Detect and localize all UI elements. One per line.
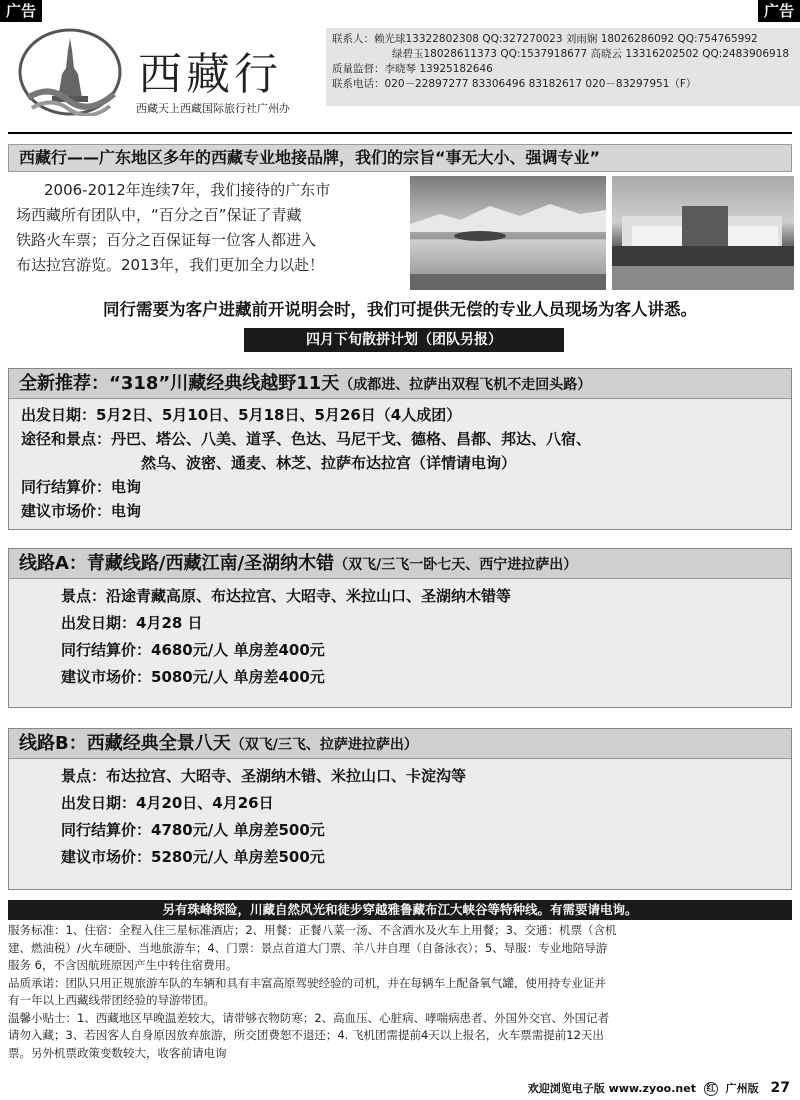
logo-area: [8, 24, 323, 124]
contact-line: 质量监督：李晓琴 13925182646: [332, 63, 493, 75]
route-line: 建议市场价：5080元/人 单房差400元: [61, 668, 325, 686]
brand-subtitle: 西藏天上西藏国际旅行社广州办: [136, 102, 290, 115]
terms-line: 票。另外机票政策变数较大，收客前请电询: [8, 1045, 227, 1060]
terms-text: [8, 922, 792, 1062]
route-details: [9, 399, 791, 527]
header: [8, 24, 792, 124]
terms-line: 建、燃油税）/火车硬卧、当地旅游车；4、门票：景点首道大门票、羊八井自理（自备泳衣）；5、导服：专业地陪导游: [8, 940, 608, 955]
route-title: [9, 369, 791, 399]
route-line: 同行结算价：4780元/人 单房差500元: [61, 821, 325, 839]
lake-mountain-image: [410, 176, 606, 290]
route-line: 同行结算价：电询: [21, 478, 142, 496]
intro-line: 场西藏所有团队中，“百分之百”保证了青藏: [16, 206, 302, 224]
route-card-318: [8, 368, 792, 530]
terms-line: 服务 6，不含因航班原因产生中转住宿费用。: [8, 958, 238, 972]
potala-palace-photo: [612, 176, 794, 290]
terms-line: 有一年以上西藏线带团经验的导游带团。: [8, 993, 215, 1007]
intro-text: [16, 178, 392, 278]
contact-line: 绿碧玉18028611373 QQ:1537918677 高晓云 13316202502 QQ:2483906918: [392, 48, 790, 60]
footer-edition: 广州版: [725, 1082, 759, 1095]
contact-box: [326, 28, 800, 106]
divider: [8, 132, 792, 134]
route-line: 景点：布达拉宫、大昭寺、圣湖纳木错、米拉山口、卡淀沟等: [61, 767, 467, 785]
route-line: 出发日期：5月2日、5月10日、5月18日、5月26日（4人成团）: [21, 406, 462, 424]
page-number: 27: [770, 1080, 790, 1096]
route-line: 出发日期：4月28 日: [61, 614, 203, 632]
terms-line: 品质承诺：团队只用正规旅游车队的车辆和具有丰富高原驾驶经验的司机，并在每辆车上配备氧气罐，使用持专业证并: [8, 975, 606, 990]
route-card-b: [8, 728, 792, 890]
route-title-main: 全新推荐：“318”川藏经典线越野11天: [19, 373, 340, 394]
contact-line: 联系电话：020－22897277 83306496 83182617 020－83297951（F）: [332, 78, 697, 90]
brand-name: 西藏行: [138, 49, 282, 100]
route-line: 出发日期：4月20日、4月26日: [61, 794, 274, 812]
route-card-a: [8, 548, 792, 708]
route-line: 然乌、波密、通麦、林芝、拉萨布达拉宫（详情请电询）: [141, 454, 517, 472]
route-line: 同行结算价：4680元/人 单房差400元: [61, 641, 325, 659]
ad-label-right: 广告: [758, 0, 800, 22]
route-details: [9, 579, 791, 695]
route-title-main: 线路A：青藏线路/西藏江南/圣湖纳木错: [19, 553, 335, 574]
lake-photo: [410, 176, 606, 290]
terms-line: 温馨小贴士：1、西藏地区早晚温差较大，请带够衣物防寒；2、高血压、心脏病、哮喘病患者、外国外交官、外国记者: [8, 1010, 610, 1025]
route-line: 景点：沿途青藏高原、布达拉宫、大昭寺、米拉山口、圣湖纳木错等: [61, 587, 512, 605]
page-footer: [528, 1080, 790, 1096]
intro-line: 布达拉宫游览。2013年，我们更加全力以赴！: [16, 256, 325, 274]
notice-text: 同行需要为客户进藏前开说明会时，我们可提供无偿的专业人员现场为客人讲悉。: [103, 300, 697, 319]
terms-line: 服务标准：1、住宿：全程入住三星标准酒店；2、用餐：正餐八菜一汤、不含酒水及火车上用餐；3、交通：机票（含机: [8, 923, 617, 937]
route-title-note: （双飞/三飞一卧七天、西宁进拉萨出）: [334, 557, 578, 573]
route-line: 建议市场价：电询: [21, 502, 142, 520]
route-line: 建议市场价：5280元/人 单房差500元: [61, 848, 325, 866]
route-details: [9, 759, 791, 875]
intro-line: 2006-2012年连续7年，我们接待的广东市: [44, 181, 331, 199]
temple-emblem-icon: [18, 28, 123, 116]
route-title-note: （成都进、拉萨出双程飞机不走回头路）: [339, 377, 592, 393]
route-title-main: 线路B：西藏经典全景八天: [19, 733, 231, 754]
route-title: [9, 729, 791, 759]
intro-line: 铁路火车票；百分之百保证每一位客人都进入: [16, 231, 317, 249]
route-line: 途径和景点：丹巴、塔公、八美、道孚、色达、马尼干戈、德格、昌都、邦达、八宿、: [21, 430, 592, 448]
ad-label-left: 广告: [0, 0, 42, 22]
circle-logo-icon: 红: [704, 1082, 718, 1096]
footer-welcome: 欢迎浏览电子版 www.zyoo.net: [527, 1082, 696, 1095]
potala-palace-image: [612, 176, 794, 290]
route-title: [9, 549, 791, 579]
contact-line: 联系人：赖光球13322802308 QQ:327270023 刘雨娴 18026286092 QQ:754765992: [332, 33, 758, 45]
terms-line: 请勿入藏；3、若因客人自身原因放弃旅游，所交团费恕不退还；4. 飞机团需提前4天以上报名，火车票需提前12天出: [8, 1028, 604, 1042]
plan-title: 四月下旬散拼计划（团队另报）: [244, 328, 564, 352]
special-routes-banner: 另有珠峰探险，川藏自然风光和徒步穿越雅鲁藏布江大峡谷等特种线。有需要请电询。: [8, 900, 792, 920]
slogan-banner: 西藏行——广东地区多年的西藏专业地接品牌，我们的宗旨“事无大小、强调专业”: [8, 144, 792, 172]
route-title-note: （双飞/三飞、拉萨进拉萨出）: [230, 737, 418, 753]
